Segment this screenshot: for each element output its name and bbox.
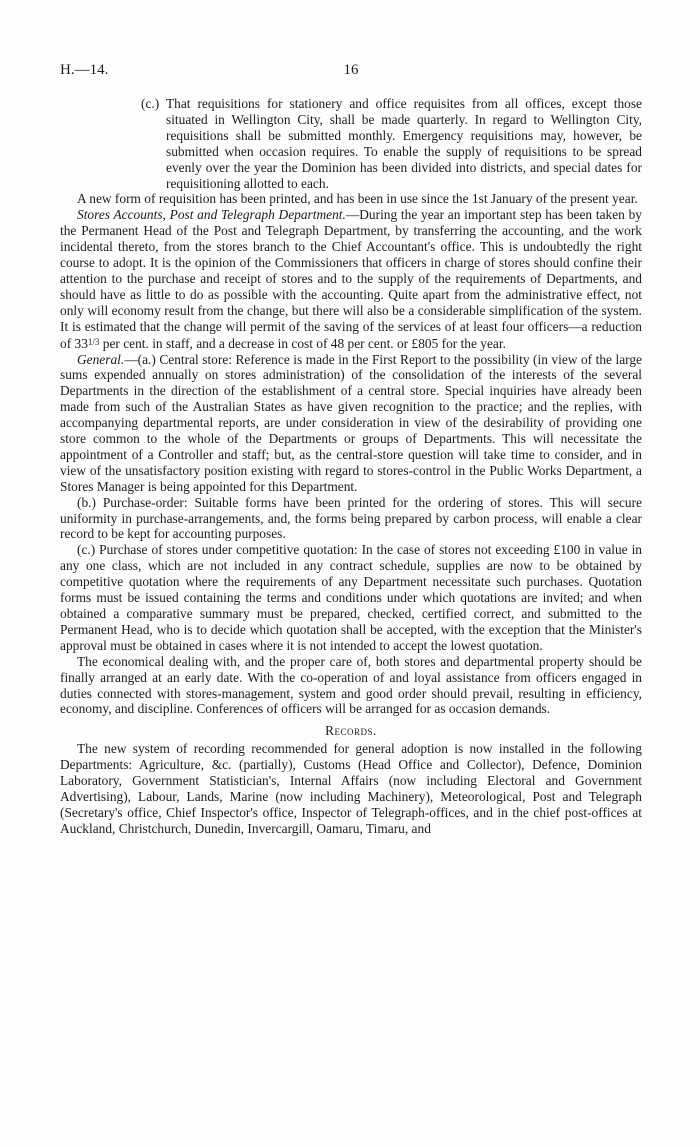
paragraph-purchase-order: (b.) Purchase-order: Suitable forms have been printed for the ordering of stores. This will secure uniformity in purchase-arrangements, and, the forms being prepared by carbon process, will enable a clear record to be kept for accounting purposes. <box>60 494 642 542</box>
records-heading: Records. <box>325 723 377 739</box>
page-header <box>60 62 642 82</box>
paragraph-economical-dealing: The economical dealing with, and the proper care of, both stores and departmental property should be finally arranged at an early date. With the co-operation of and loyal assistance from officers engaged in duties connected with stores-management, system and good order should prevail, resulting in efficiency, economy, and discipline. Conferences of officers will be arranged for as occasion demands. <box>60 653 642 717</box>
paragraph-requisitions-c: (c.) That requisitions for stationery and office requisites from all offices, except those situated in Wellington City, shall be made quarterly. In regard to Wellington City, requisitions shall be submitted monthly. Emergency requisitions may, however, be submitted when occasion requires. To enable the supply of requisitions to be spread evenly over the year the Dominion has been divided into districts, and special dates for requisitioning allotted to each. <box>141 96 642 191</box>
fraction-one-third: 1/3 <box>87 336 100 347</box>
general-heading: General. <box>77 351 125 367</box>
stores-accounts-text-end: per cent. in staff, and a decrease in cost of 48 per cent. or £805 for the year. <box>99 335 506 351</box>
document-body <box>60 96 642 837</box>
paragraph-stores-accounts <box>60 207 642 351</box>
stores-accounts-heading: Stores Accounts, Post and Telegraph Department. <box>77 207 346 223</box>
paragraph-records: The new system of recording recommended for general adoption is now installed in the following Departments: Agriculture, &c. (partially), Customs (Head Office and Collector), Defence, Dominion Laboratory, Government Statistician's, Internal Affairs (now including Electoral and Government Advertising), Labour, Lands, Marine (now including Machinery), Meteorological, Post and Telegraph (Secretary's office, Chief Inspector's office, Inspector of Telegraph-offices, and in the chief post-offices at Auckland, Christchurch, Dunedin, Invercargill, Oamaru, Timaru, and <box>60 741 642 836</box>
paragraph-general-central-store <box>60 352 642 495</box>
paragraph-competitive-quotation: (c.) Purchase of stores under competitive quotation: In the case of stores not exceeding £100 in value in any one class, which are not included in any contract schedule, supplies are now to be obtained by competitive quotation where the requirements of any Department necessitate such purchases. Quotation forms must be issued containing the terms and conditions under which quotations are invited; and when obtained a comparative summary must be prepared, checked, certified correct, and submitted to the Permanent Head, who is to decide which quotation shall be accepted, with the exception that the Minister's approval must be obtained in cases where it is not intended to accept the lowest quotation. <box>60 542 642 653</box>
paragraph-new-form: A new form of requisition has been printed, and has been in use since the 1st January of the present year. <box>77 191 638 207</box>
page-number: 16 <box>343 62 359 78</box>
document-reference: H.—14. <box>60 62 109 78</box>
general-text: —(a.) Central store: Reference is made in the First Report to the possibility (in view of the large sums expended annually on stores administration) of the consolidation of the interests of the several Departments in the direction of the establishment of a central store. Special inquiries have already been made from such of the Australian States as have given recognition to the practice; and the replies, with accompanying departmental reports, are under consideration in view of the desirability of providing one store common to the whole of the Departments or groups of Departments. This will necessitate the appointment of a Controller and staff; but, as the central-store question will take time to consider, and in view of the unsatisfactory position existing with regard to stores-control in the Public Works Department, a Stores Manager is being appointed for this Department. <box>60 351 642 494</box>
stores-accounts-text: —During the year an important step has been taken by the Permanent Head of the Post and Telegraph Department, by transferring the accounting, and the work incidental thereto, from the stores branch to the Chief Accountant's office. This is undoubtedly the right course to adopt. It is the opinion of the Commissioners that officers in charge of stores should confine their attention to the purchase and receipt of stores and to the supply of the requirements of Departments, and should have as little to do as possible with the accounting. Quite apart from the administrative effect, not only will economy result from the change, but there will also be a considerable simplification of the system. It is estimated that the change will permit of the saving of the services of at least four officers—a reduction of 33 <box>60 207 642 351</box>
